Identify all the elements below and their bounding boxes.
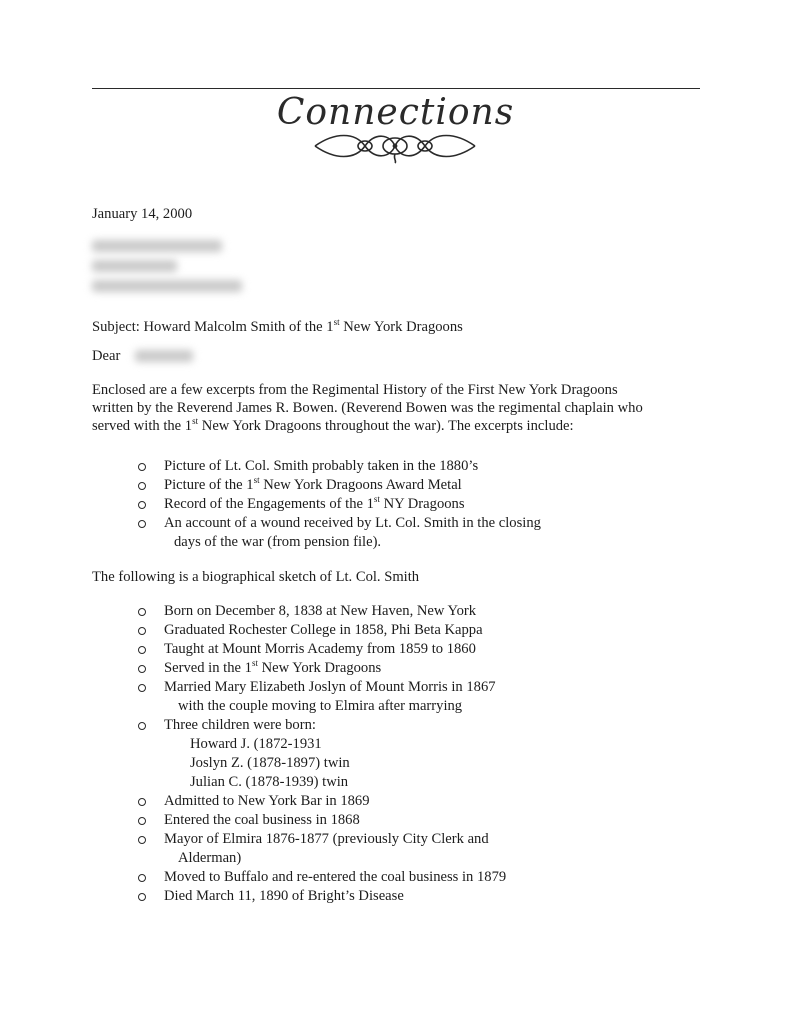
bullet-icon — [138, 627, 146, 635]
letterhead-title: Connections — [276, 92, 515, 133]
list-item: An account of a wound received by Lt. Col. Smith in the closing days of the war (from pension file). — [138, 514, 541, 552]
list-item: Picture of the 1st New York Dragoons Award Metal — [138, 476, 541, 495]
intro-line-2: written by the Reverend James R. Bowen. (Reverend Bowen was the regimental chaplain who — [92, 400, 643, 416]
bullet-icon — [138, 722, 146, 730]
bullet-icon — [138, 874, 146, 882]
list-item: Picture of Lt. Col. Smith probably taken in the 1880’s — [138, 457, 541, 476]
subject-line: Subject: Howard Malcolm Smith of the 1st New York Dragoons — [92, 317, 463, 335]
letter-date: January 14, 2000 — [92, 206, 193, 222]
header-rule — [92, 88, 700, 89]
intro-line-1: Enclosed are a few excerpts from the Regimental History of the First New York Dragoons — [92, 382, 618, 398]
bio-list — [138, 602, 506, 906]
bullet-icon — [138, 684, 146, 692]
bullet-icon — [138, 501, 146, 509]
list-item: Admitted to New York Bar in 1869 — [138, 792, 506, 811]
list-item: Entered the coal business in 1868 — [138, 811, 506, 830]
list-item: Three children were born: Howard J. (1872-1931 Joslyn Z. (1878-1897) twin Julian C. (1878-1939) twin — [138, 716, 506, 792]
bullet-icon — [138, 482, 146, 490]
bullet-icon — [138, 817, 146, 825]
bullet-icon — [138, 893, 146, 901]
bullet-icon — [138, 520, 146, 528]
bullet-icon — [138, 608, 146, 616]
child-entry: Joslyn Z. (1878-1897) twin — [190, 755, 350, 771]
excerpts-list — [138, 457, 541, 552]
intro-line-3: served with the 1st New York Dragoons throughout the war). The excerpts include: — [92, 416, 574, 434]
list-item: Mayor of Elmira 1876-1877 (previously City Clerk and Alderman) — [138, 830, 506, 868]
child-entry: Howard J. (1872-1931 — [190, 736, 322, 752]
flourish-ornament-icon — [305, 128, 485, 164]
bullet-icon — [138, 798, 146, 806]
list-item: Record of the Engagements of the 1st NY Dragoons — [138, 495, 541, 514]
list-item: Taught at Mount Morris Academy from 1859 to 1860 — [138, 640, 506, 659]
list-item: Graduated Rochester College in 1858, Phi Beta Kappa — [138, 621, 506, 640]
list-item: Born on December 8, 1838 at New Haven, New York — [138, 602, 506, 621]
salutation: Dear — [92, 348, 121, 364]
bio-intro: The following is a biographical sketch of Lt. Col. Smith — [92, 569, 420, 585]
list-item: Died March 11, 1890 of Bright’s Disease — [138, 887, 506, 906]
list-item: Served in the 1st New York Dragoons — [138, 659, 506, 678]
list-item: Married Mary Elizabeth Joslyn of Mount Morris in 1867 with the couple moving to Elmira after marrying — [138, 678, 506, 716]
bullet-icon — [138, 463, 146, 471]
recipient-name-redacted — [135, 350, 193, 362]
bullet-icon — [138, 836, 146, 844]
child-entry: Julian C. (1878-1939) twin — [190, 774, 349, 790]
bullet-icon — [138, 665, 146, 673]
list-item: Moved to Buffalo and re-entered the coal business in 1879 — [138, 868, 506, 887]
bullet-icon — [138, 646, 146, 654]
